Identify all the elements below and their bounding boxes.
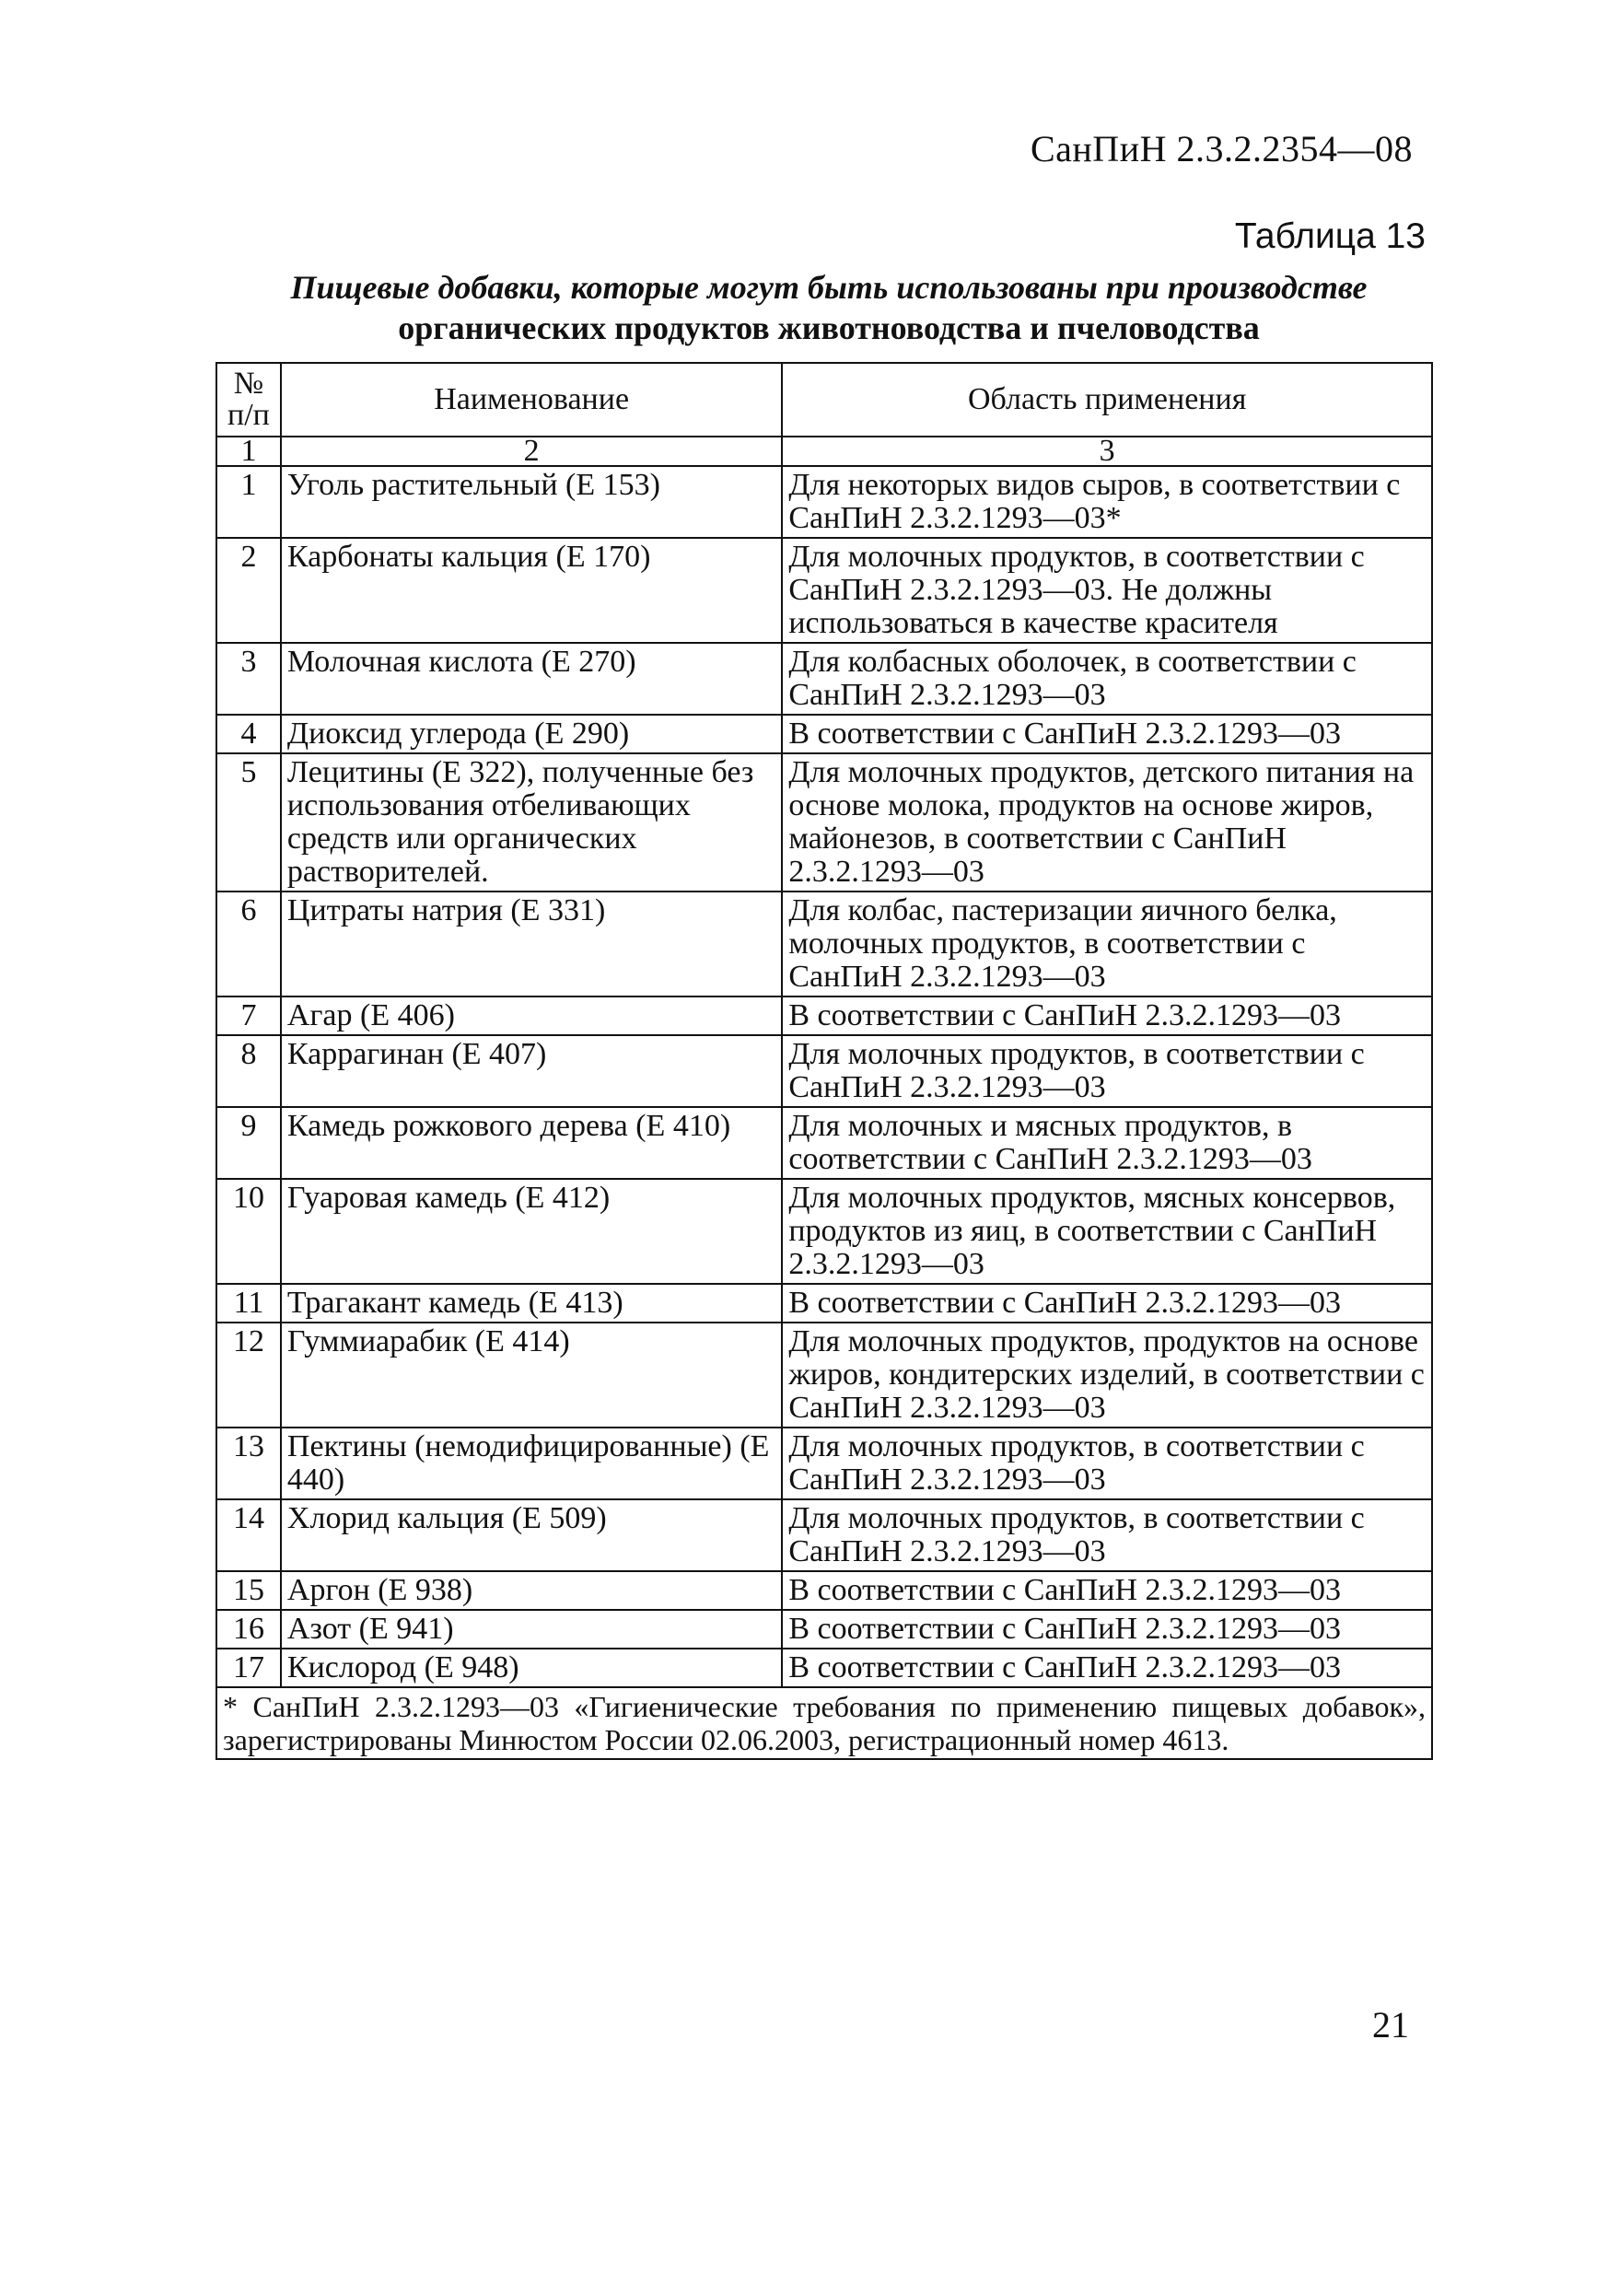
application-area: Для колбас, пастеризации яичного белка, молочных продуктов, в соответствии с СанПиН 2.3.2.1293—03	[782, 892, 1432, 996]
table-row	[216, 466, 1432, 538]
table-label: Таблица 13	[1234, 216, 1426, 256]
table-row	[216, 715, 1432, 753]
row-number: 8	[216, 1035, 281, 1107]
header-row	[216, 363, 1432, 437]
application-area: Для молочных и мясных продуктов, в соответствии с СанПиН 2.3.2.1293—03	[782, 1107, 1432, 1179]
table-body	[216, 466, 1432, 1687]
table-row	[216, 1323, 1432, 1428]
application-area: Для молочных продуктов, мясных консервов, продуктов из яиц, в соответствии с СанПиН 2.3.2.1293—03	[782, 1179, 1432, 1284]
row-number: 12	[216, 1323, 281, 1428]
column-number-row	[216, 437, 1432, 466]
row-number: 2	[216, 538, 281, 643]
application-area: В соответствии с СанПиН 2.3.2.1293—03	[782, 1571, 1432, 1610]
row-number: 17	[216, 1649, 281, 1687]
column-number: 2	[281, 437, 782, 466]
additive-name: Кислород (Е 948)	[281, 1649, 782, 1687]
table-row	[216, 1107, 1432, 1179]
additive-name: Гуаровая камедь (Е 412)	[281, 1179, 782, 1284]
application-area: Для колбасных оболочек, в соответствии с СанПиН 2.3.2.1293—03	[782, 643, 1432, 715]
document-code: СанПиН 2.3.2.2354—08	[1030, 128, 1413, 169]
footnote: * СанПиН 2.3.2.1293—03 «Гигиенические требования по применению пищевых добавок», зарегистрированы Минюстом России 02.06.2003, регистрационный номер 4613.	[216, 1687, 1432, 1759]
table-row	[216, 1571, 1432, 1610]
row-number: 5	[216, 753, 281, 892]
header-area: Область применения	[782, 363, 1432, 437]
table-row	[216, 1649, 1432, 1687]
additive-name: Уголь растительный (Е 153)	[281, 466, 782, 538]
additive-name: Каррагинан (Е 407)	[281, 1035, 782, 1107]
additives-table	[215, 362, 1433, 1760]
additive-name: Цитраты натрия (Е 331)	[281, 892, 782, 996]
table-row	[216, 1610, 1432, 1649]
application-area: В соответствии с СанПиН 2.3.2.1293—03	[782, 1610, 1432, 1649]
additive-name: Гуммиарабик (Е 414)	[281, 1323, 782, 1428]
row-number: 7	[216, 996, 281, 1035]
application-area: В соответствии с СанПиН 2.3.2.1293—03	[782, 1284, 1432, 1323]
row-number: 13	[216, 1428, 281, 1499]
table-row	[216, 1284, 1432, 1323]
row-number: 6	[216, 892, 281, 996]
table-row	[216, 643, 1432, 715]
row-number: 16	[216, 1610, 281, 1649]
row-number: 11	[216, 1284, 281, 1323]
additive-name: Агар (Е 406)	[281, 996, 782, 1035]
additive-name: Камедь рожкового дерева (Е 410)	[281, 1107, 782, 1179]
table-title	[212, 267, 1446, 348]
application-area: В соответствии с СанПиН 2.3.2.1293—03	[782, 996, 1432, 1035]
additive-name: Трагакант камедь (Е 413)	[281, 1284, 782, 1323]
table-row	[216, 892, 1432, 996]
additive-name: Азот (Е 941)	[281, 1610, 782, 1649]
table-row	[216, 753, 1432, 892]
additive-name: Пектины (немодифицированные) (Е 440)	[281, 1428, 782, 1499]
page-number: 21	[1372, 2004, 1409, 2045]
additive-name: Хлорид кальция (Е 509)	[281, 1499, 782, 1571]
header-name: Наименование	[281, 363, 782, 437]
table-row	[216, 1499, 1432, 1571]
header-num: № п/п	[216, 363, 281, 437]
application-area: Для молочных продуктов, в соответствии с СанПиН 2.3.2.1293—03	[782, 1035, 1432, 1107]
additive-name: Лецитины (Е 322), полученные без использования отбеливающих средств или органических растворителей.	[281, 753, 782, 892]
row-number: 14	[216, 1499, 281, 1571]
table-title-line-1: Пищевые добавки, которые могут быть использованы при производстве	[290, 269, 1368, 306]
row-number: 9	[216, 1107, 281, 1179]
additive-name: Молочная кислота (Е 270)	[281, 643, 782, 715]
application-area: В соответствии с СанПиН 2.3.2.1293—03	[782, 715, 1432, 753]
column-number: 3	[782, 437, 1432, 466]
application-area: Для молочных продуктов, в соответствии с СанПиН 2.3.2.1293—03. Не должны использоваться в качестве красителя	[782, 538, 1432, 643]
row-number: 3	[216, 643, 281, 715]
table-row	[216, 996, 1432, 1035]
application-area: Для молочных продуктов, в соответствии с СанПиН 2.3.2.1293—03	[782, 1499, 1432, 1571]
row-number: 4	[216, 715, 281, 753]
table-row	[216, 538, 1432, 643]
table-row	[216, 1428, 1432, 1499]
application-area: Для молочных продуктов, детского питания на основе молока, продуктов на основе жиров, майонезов, в соответствии с СанПиН 2.3.2.1293—03	[782, 753, 1432, 892]
application-area: Для молочных продуктов, в соответствии с СанПиН 2.3.2.1293—03	[782, 1428, 1432, 1499]
table-title-line-2: органических продуктов животноводства и пчеловодства	[398, 309, 1260, 346]
row-number: 1	[216, 466, 281, 538]
row-number: 10	[216, 1179, 281, 1284]
additive-name: Аргон (Е 938)	[281, 1571, 782, 1610]
table-row	[216, 1035, 1432, 1107]
application-area: Для некоторых видов сыров, в соответствии с СанПиН 2.3.2.1293—03*	[782, 466, 1432, 538]
application-area: Для молочных продуктов, продуктов на основе жиров, кондитерских изделий, в соответствии с СанПиН 2.3.2.1293—03	[782, 1323, 1432, 1428]
table-row	[216, 1179, 1432, 1284]
application-area: В соответствии с СанПиН 2.3.2.1293—03	[782, 1649, 1432, 1687]
column-number: 1	[216, 437, 281, 466]
additive-name: Диоксид углерода (Е 290)	[281, 715, 782, 753]
additive-name: Карбонаты кальция (Е 170)	[281, 538, 782, 643]
footnote-row	[216, 1687, 1432, 1759]
row-number: 15	[216, 1571, 281, 1610]
